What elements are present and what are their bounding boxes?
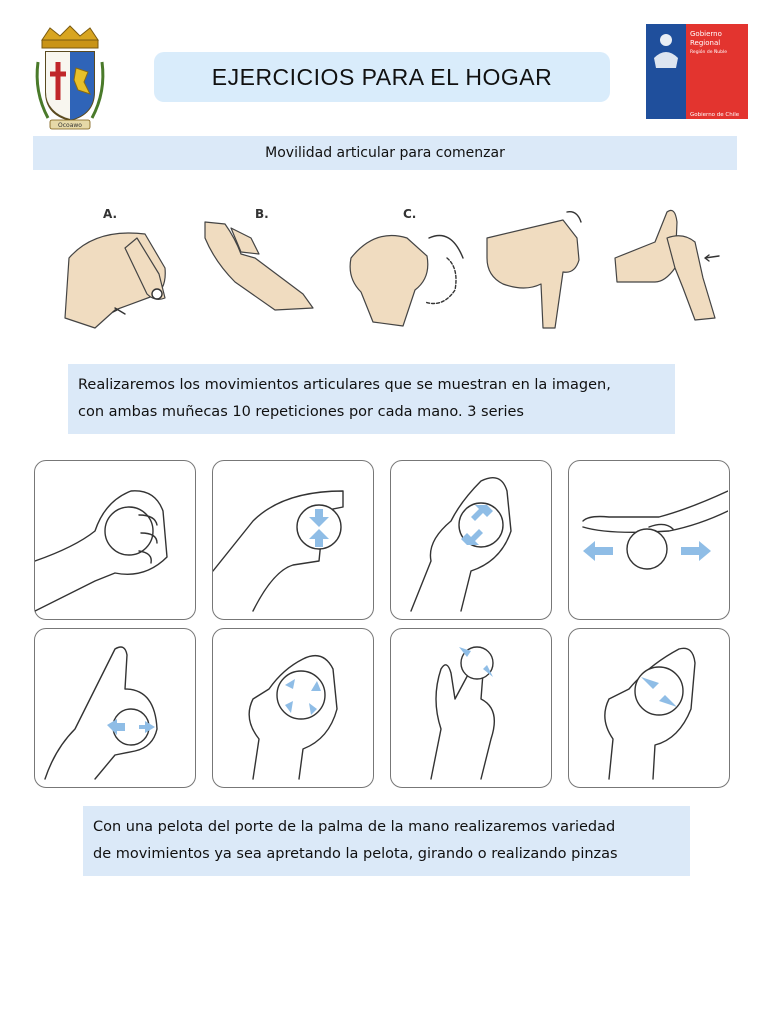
exercise-panel-1: [34, 460, 196, 620]
ball-exercise-grid: [15, 452, 755, 792]
hand-c-icon: [350, 236, 463, 327]
municipal-crest-icon: [30, 22, 110, 132]
section-heading: Movilidad articular para comenzar: [265, 145, 505, 161]
exercise-panel-7: [390, 628, 552, 788]
exercise-panel-8: [568, 628, 730, 788]
gobierno-regional-logo-icon: [646, 24, 748, 119]
exercise-panel-4: [568, 460, 730, 620]
hand-a-icon: [65, 233, 165, 328]
note-2-line-2: de movimientos ya sea apretando la pelota, girando o realizando pinzas: [93, 846, 618, 862]
svg-text:Región de Ñuble: Región de Ñuble: [690, 50, 727, 55]
exercise-panel-6: [212, 628, 374, 788]
municipal-crest-logo: [30, 22, 110, 132]
note-1-line-1: Realizaremos los movimientos articulares que se muestran en la imagen,: [78, 377, 611, 393]
section-heading-band: [33, 136, 737, 170]
label-a: A.: [103, 207, 118, 221]
instructions-note-2: [83, 806, 690, 876]
exercise-panel-3: [390, 460, 552, 620]
hand-d-icon: [487, 212, 581, 328]
gobierno-regional-logo: [646, 24, 748, 119]
wrist-mobility-illustration: [55, 198, 725, 348]
note-1-line-2: con ambas muñecas 10 repeticiones por cada mano. 3 series: [78, 404, 524, 420]
svg-text:Gobierno de Chile: Gobierno de Chile: [690, 112, 740, 118]
svg-text:Ocoawo: Ocoawo: [58, 122, 82, 129]
label-c: C.: [403, 207, 417, 221]
note-2-line-1: Con una pelota del porte de la palma de la mano realizaremos variedad: [93, 819, 616, 835]
hand-b-icon: [205, 222, 313, 310]
svg-text:Gobierno: Gobierno: [690, 30, 722, 38]
label-b: B.: [255, 207, 269, 221]
page-title: [154, 52, 610, 102]
page-title-text: EJERCICIOS PARA EL HOGAR: [211, 63, 553, 90]
exercise-panel-5: [34, 628, 196, 788]
svg-text:Regional: Regional: [690, 39, 721, 47]
exercise-panel-2: [212, 460, 374, 620]
hand-e-icon: [615, 210, 719, 320]
instructions-note-1: [68, 364, 675, 434]
